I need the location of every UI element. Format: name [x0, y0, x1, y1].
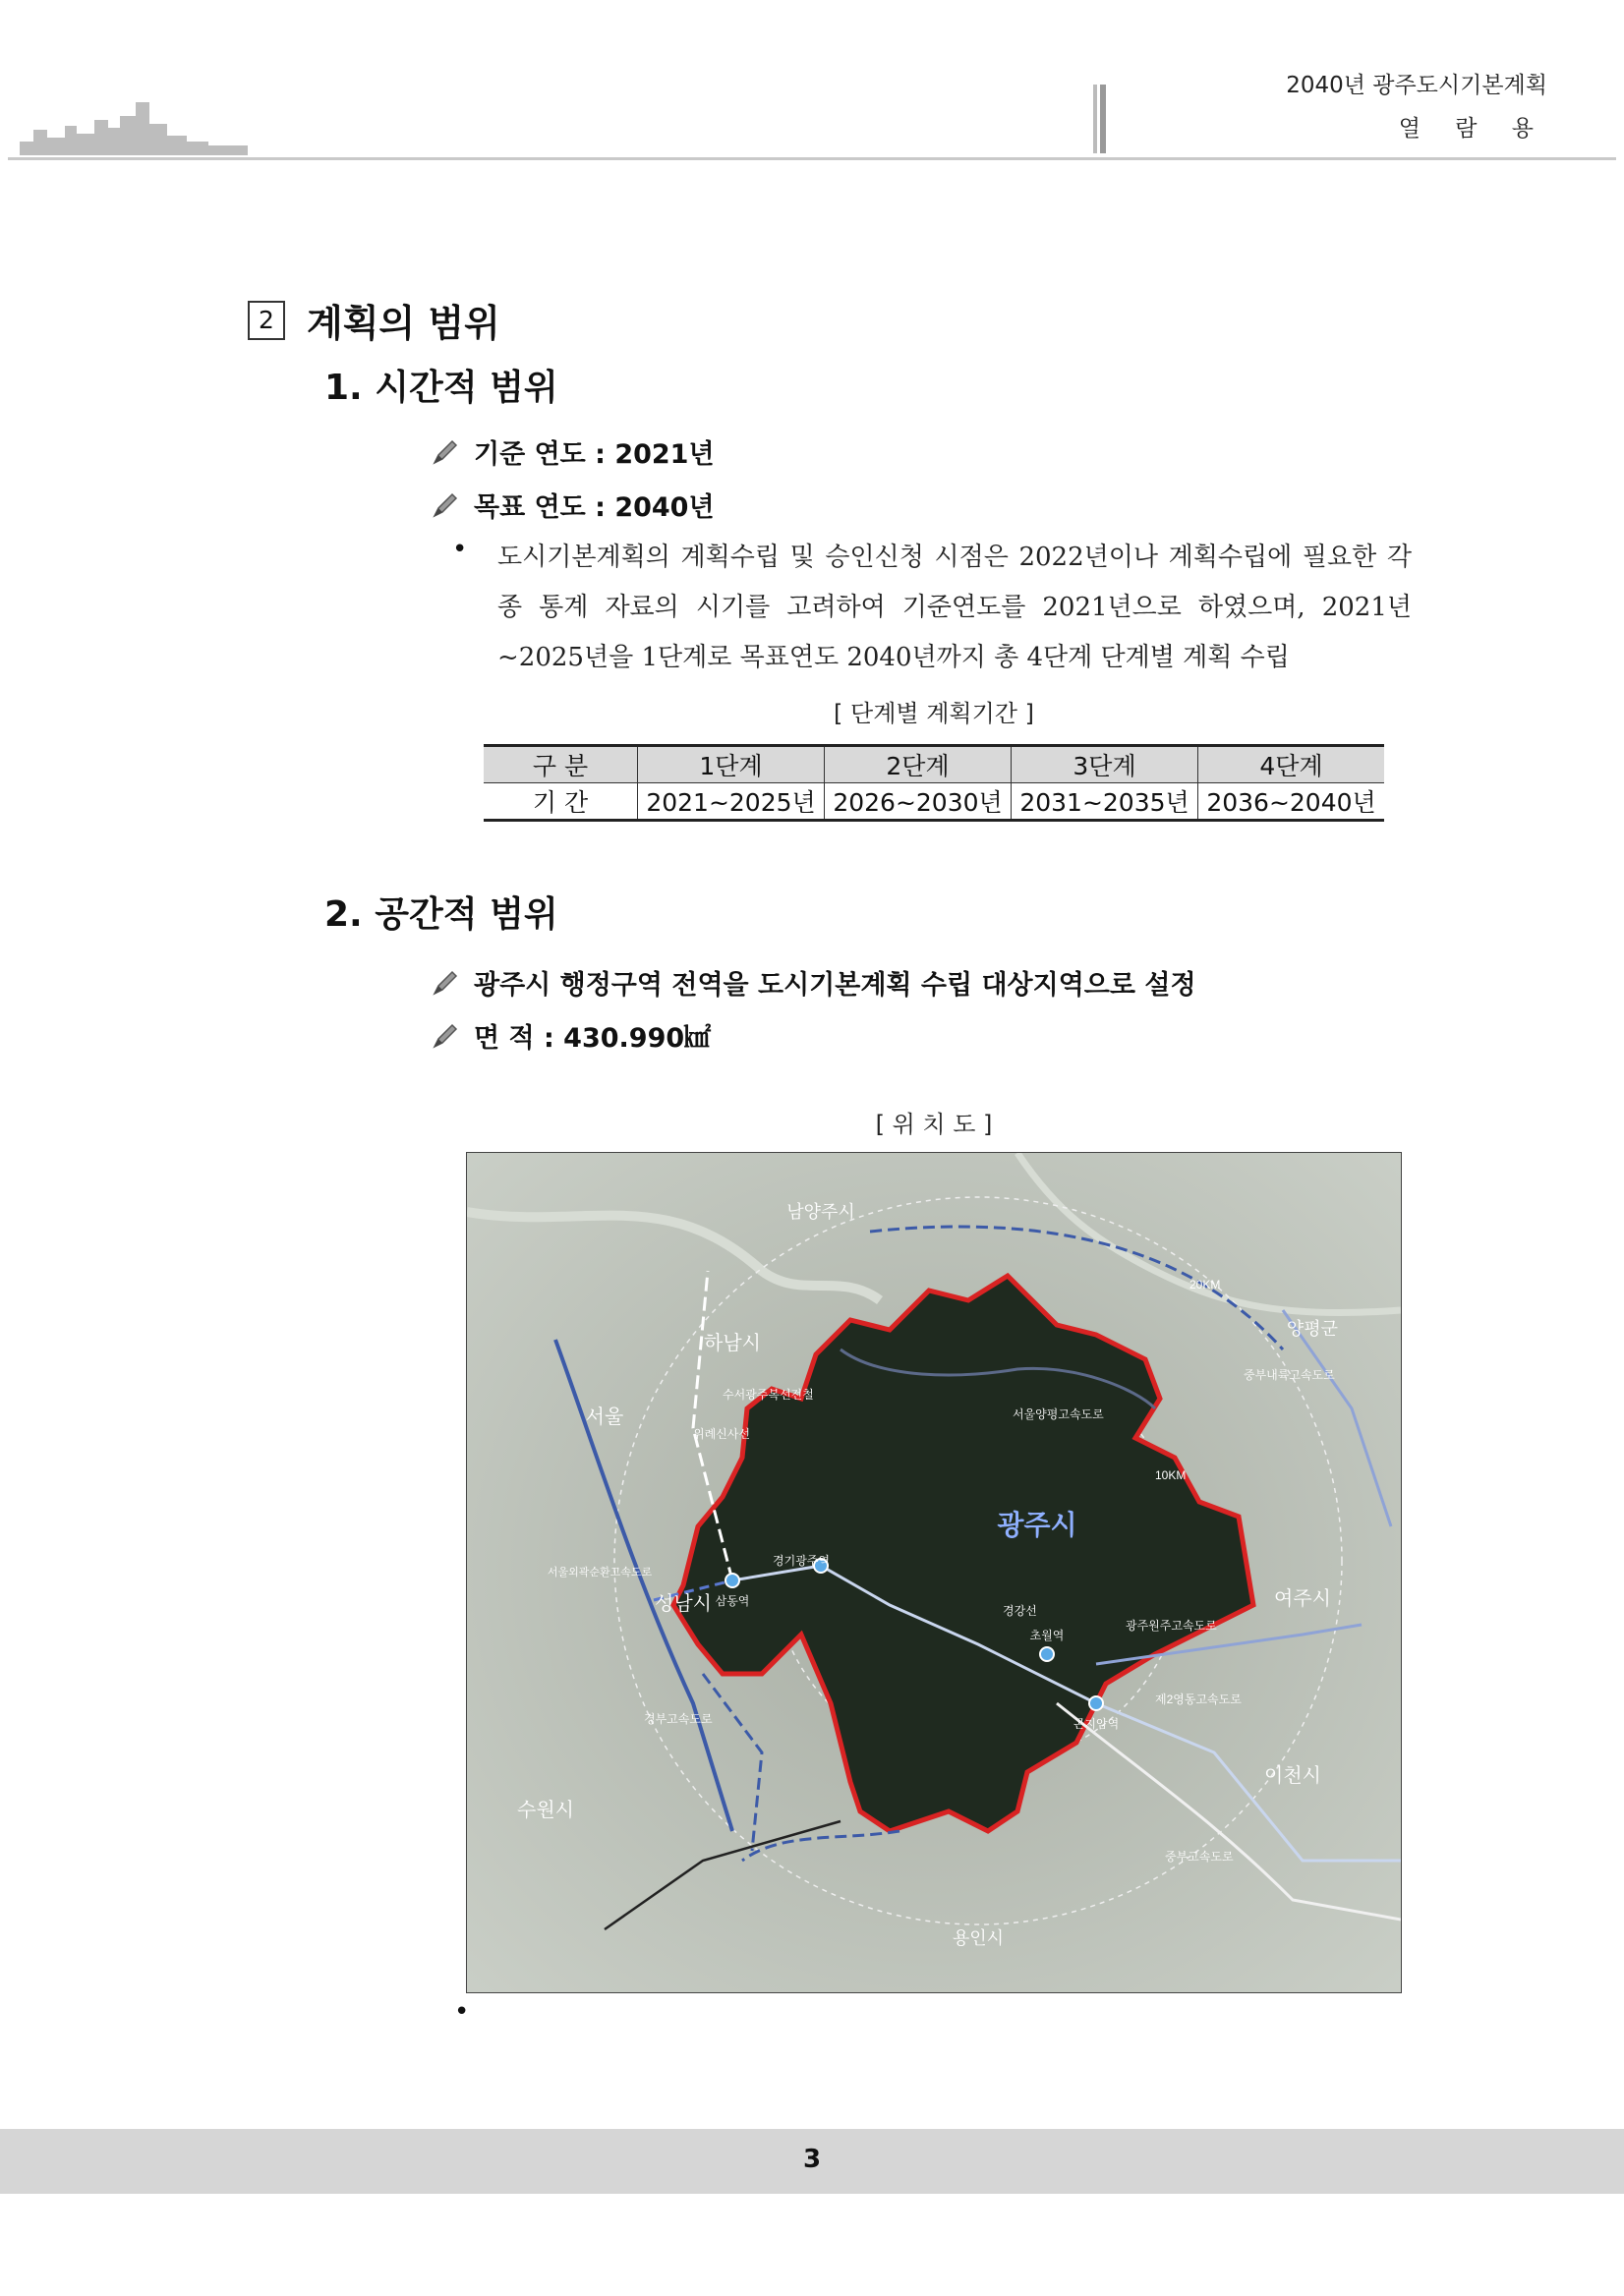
- map-label-suwon: 수원시: [517, 1800, 574, 1821]
- map-caption: [ 위 치 도 ]: [875, 1111, 993, 1138]
- road-label: 위례신사선: [693, 1427, 750, 1441]
- skyline-logo: [20, 94, 265, 159]
- temporal-paragraph: 도시기본계획의 계획수립 및 승인신청 시점은 2022년이나 계획수립에 필요한 각종 통계 자료의 시기를 고려하여 기준연도를 2021년으로 하였으며, 2021년~2025년을 1단계로 목표연도 2040년까지 총 4단계 단계별 계획 수립: [497, 543, 1412, 672]
- map-label-namyangju: 남양주시: [786, 1202, 855, 1222]
- phase-header-cell: 2단계: [825, 746, 1012, 783]
- section-title: [248, 293, 500, 347]
- map-label-gwangju: 광주시: [997, 1510, 1077, 1540]
- phase-cell: 2036~2040년: [1198, 783, 1385, 821]
- road-label: 경강선: [1003, 1604, 1037, 1618]
- station-label: 곤지암역: [1073, 1717, 1120, 1731]
- pencil-icon: [431, 968, 460, 998]
- road-label: 서울양평고속도로: [1013, 1407, 1104, 1421]
- road-label: 서울외곽순환고속도로: [547, 1567, 653, 1578]
- phase-table-caption: [ 단계별 계획기간 ]: [834, 700, 1034, 727]
- ring-label-20km: 20KM: [1189, 1278, 1221, 1292]
- section-title-text: 계획의 범위: [307, 302, 500, 345]
- spatial-size-text: 면 적 : 430.990㎢: [474, 1023, 712, 1054]
- pencil-icon: [431, 490, 460, 520]
- road-label: 제2영동고속도로: [1155, 1693, 1242, 1706]
- station-marker: [1040, 1647, 1054, 1661]
- base-year-item: [431, 432, 715, 471]
- road-label: 중부고속도로: [1165, 1850, 1234, 1864]
- section-number-box: 2: [248, 301, 285, 340]
- page-number: 3: [802, 2145, 822, 2174]
- target-year-text: 목표 연도 : 2040년: [474, 492, 715, 523]
- road-label: 경부고속도로: [644, 1712, 713, 1726]
- spatial-size-item: [431, 1016, 711, 1055]
- base-year-text: 기준 연도 : 2021년: [474, 439, 715, 470]
- station-label: 경기광주역: [773, 1554, 830, 1568]
- phase-header-cell: 구 분: [484, 746, 638, 783]
- map-label-hanam: 하남시: [704, 1333, 761, 1354]
- pencil-icon: [431, 437, 460, 467]
- station-label: 삼동역: [715, 1594, 750, 1608]
- trailing-bullet: •: [454, 1997, 470, 2027]
- ring-label-10km: 10KM: [1155, 1468, 1187, 1482]
- road-label: 수서광주복선전철: [723, 1388, 814, 1402]
- map-label-icheon: 이천시: [1264, 1765, 1321, 1787]
- map-label-seoul: 서울: [585, 1406, 624, 1428]
- road-label: 광주원주고속도로: [1126, 1619, 1217, 1633]
- spatial-area-item: [431, 963, 1196, 1002]
- phase-table: [484, 744, 1384, 822]
- phase-cell: 2021~2025년: [638, 783, 825, 821]
- station-marker: [725, 1574, 739, 1587]
- station-marker: [1089, 1696, 1103, 1710]
- header-rule: [8, 157, 1616, 160]
- road-label: 중부내륙고속도로: [1244, 1368, 1335, 1382]
- phase-cell: 2026~2030년: [825, 783, 1012, 821]
- temporal-scope-title: 1. 시간적 범위: [324, 368, 558, 408]
- map-label-yangpyeong: 양평군: [1286, 1319, 1339, 1339]
- pencil-icon: [431, 1021, 460, 1051]
- phase-table-header-row: [484, 746, 1384, 783]
- header-title: 2040년 광주도시기본계획: [1286, 73, 1547, 98]
- station-label: 초월역: [1029, 1629, 1065, 1642]
- paragraph-bullet: •: [452, 535, 468, 564]
- phase-table-row: [484, 783, 1384, 821]
- header-subtitle: 열 람 용: [1398, 116, 1547, 142]
- location-map: [466, 1152, 1402, 1993]
- phase-header-cell: 3단계: [1012, 746, 1198, 783]
- phase-header-cell: 1단계: [638, 746, 825, 783]
- target-year-item: [431, 486, 715, 524]
- map-label-yongin: 용인시: [952, 1928, 1005, 1948]
- header-divider-bars: [1093, 85, 1107, 153]
- map-label-seongnam: 성남시: [655, 1593, 712, 1615]
- phase-cell: 2031~2035년: [1012, 783, 1198, 821]
- spatial-area-text: 광주시 행정구역 전역을 도시기본계획 수립 대상지역으로 설정: [474, 970, 1196, 1001]
- phase-header-cell: 4단계: [1198, 746, 1385, 783]
- spatial-scope-title: 2. 공간적 범위: [324, 894, 558, 935]
- map-label-yeoju: 여주시: [1274, 1588, 1331, 1610]
- phase-cell: 기 간: [484, 783, 638, 821]
